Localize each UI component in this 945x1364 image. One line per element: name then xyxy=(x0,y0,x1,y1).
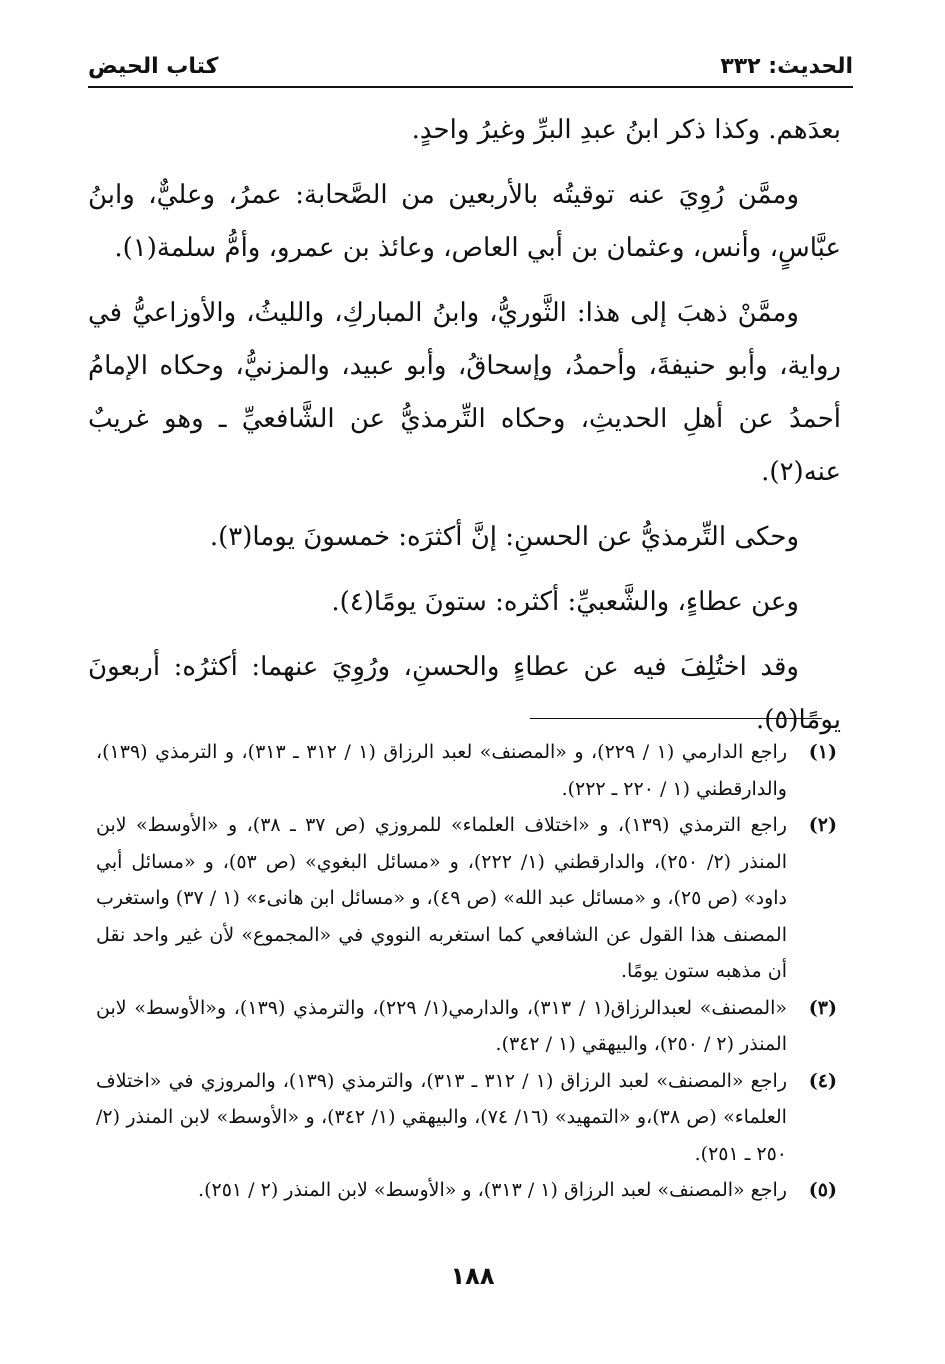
paragraph: وممَّن رُوِيَ عنه توقيتُه بالأربعين من الصَّحابة: عمرُ، وعليٌّ، وابنُ عبَّاسٍ، وأنس، وعثمان بن أبي العاص، وعائذ بن عمرو، وأمُّ سلمة(١). xyxy=(88,180,841,263)
header-divider xyxy=(88,86,853,88)
footnote-number: (٣) xyxy=(808,996,837,1019)
footnote xyxy=(96,807,837,990)
paragraph: وحكى التِّرمذيُّ عن الحسنِ: إنَّ أكثرَه: خمسونَ يوما(٣). xyxy=(209,522,799,552)
footnote-text: «المصنف» لعبدالرزاق(١ / ٣١٣)، والدارمي(١/ ٢٢٩)، والترمذي (١٣٩)، و«الأوسط» لابن المنذر (٢ / ٢٥٠)، والبيهقي (١ / ٣٤٢). xyxy=(96,996,787,1055)
footnote-number: (١) xyxy=(808,741,837,763)
paragraph: وقد اختُلِفَ فيه عن عطاءٍ والحسنِ، ورُوِيَ عنهما: أكثرُه: أربعونَ يومًا(٥). xyxy=(88,652,841,735)
footnote-text: راجع «المصنف» لعبد الرزاق (١ / ٣١٢ ـ ٣١٣)، والترمذي (١٣٩)، والمروزي في «اختلاف العلماء» (ص ٣٨)،و «التمهيد» (١٦/ ٧٤)، والبيهقي (١/ ٣٤٢)، و «الأوسط» لابن المنذر (٢/ ٢٥٠ ـ ٢٥١). xyxy=(96,1069,787,1165)
footnote-text: راجع «المصنف» لعبد الرزاق (١ / ٣١٣)، و «الأوسط» لابن المنذر (٢ / ٢٥١). xyxy=(198,1179,787,1201)
footnotes xyxy=(96,734,837,1209)
footnote-text: راجع الدارمي (١ / ٢٢٩)، و «المصنف» لعبد الرزاق (١ / ٣١٢ ـ ٣١٣)، و الترمذي (١٣٩)، والدارقطني (١ / ٢٢٠ ـ ٢٢٢). xyxy=(96,741,788,800)
paragraph: بعدَهم. وكذا ذكر ابنُ عبدِ البرِّ وغيرُ واحدٍ. xyxy=(411,115,841,145)
book-title: كتاب الحيض xyxy=(88,54,219,79)
paragraph: وعن عطاءٍ، والشَّعبيِّ: أكثره: ستونَ يومًا(٤). xyxy=(331,587,799,617)
page-number: ١٨٨ xyxy=(450,1262,495,1290)
footnote-divider xyxy=(530,718,822,719)
footnote xyxy=(96,1172,837,1209)
footnote xyxy=(96,1063,837,1173)
footnote-text: راجع الترمذي (١٣٩)، و «اختلاف العلماء» للمروزي (ص ٣٧ ـ ٣٨)، و «الأوسط» لابن المنذر (٢/ ٢٥٠)، والدارقطني (١/ ٢٢٢)، و «مسائل البغوي» (ص ٥٣)، و «مسائل أبي داود» (ص ٢٥)، و «مسائل عبد الله» (ص ٤٩)، و «مسائل ابن هانىء» (١ / ٣٧) واستغرب المصنف هذا القول عن الشافعي كما استغربه النووي في «المجموع» لأن غير واحد نقل أن مذهبه ستون يومًا. xyxy=(96,814,787,982)
main-text xyxy=(88,104,841,759)
footnote xyxy=(96,990,837,1063)
paragraph: وممَّنْ ذهبَ إلى هذا: الثَّوريُّ، وابنُ المباركِ، والليثُ، والأوزاعيُّ في رواية، وأبو حنيفةَ، وأحمدُ، وإسحاقُ، وأبو عبيد، والمزنيُّ، وحكاه الإمامُ أحمدُ عن أهلِ الحديثِ، وحكاه التِّرمذيُّ عن الشَّافعيِّ ـ وهو غريبٌ عنه(٢). xyxy=(88,298,841,487)
hadith-number-label: الحديث: ٣٣٢ xyxy=(720,54,853,79)
footnote xyxy=(96,734,837,807)
footnote-number: (٢) xyxy=(808,814,837,836)
running-header xyxy=(88,50,853,82)
footnote-number: (٥) xyxy=(808,1179,837,1201)
footnote-number: (٤) xyxy=(808,1069,837,1092)
